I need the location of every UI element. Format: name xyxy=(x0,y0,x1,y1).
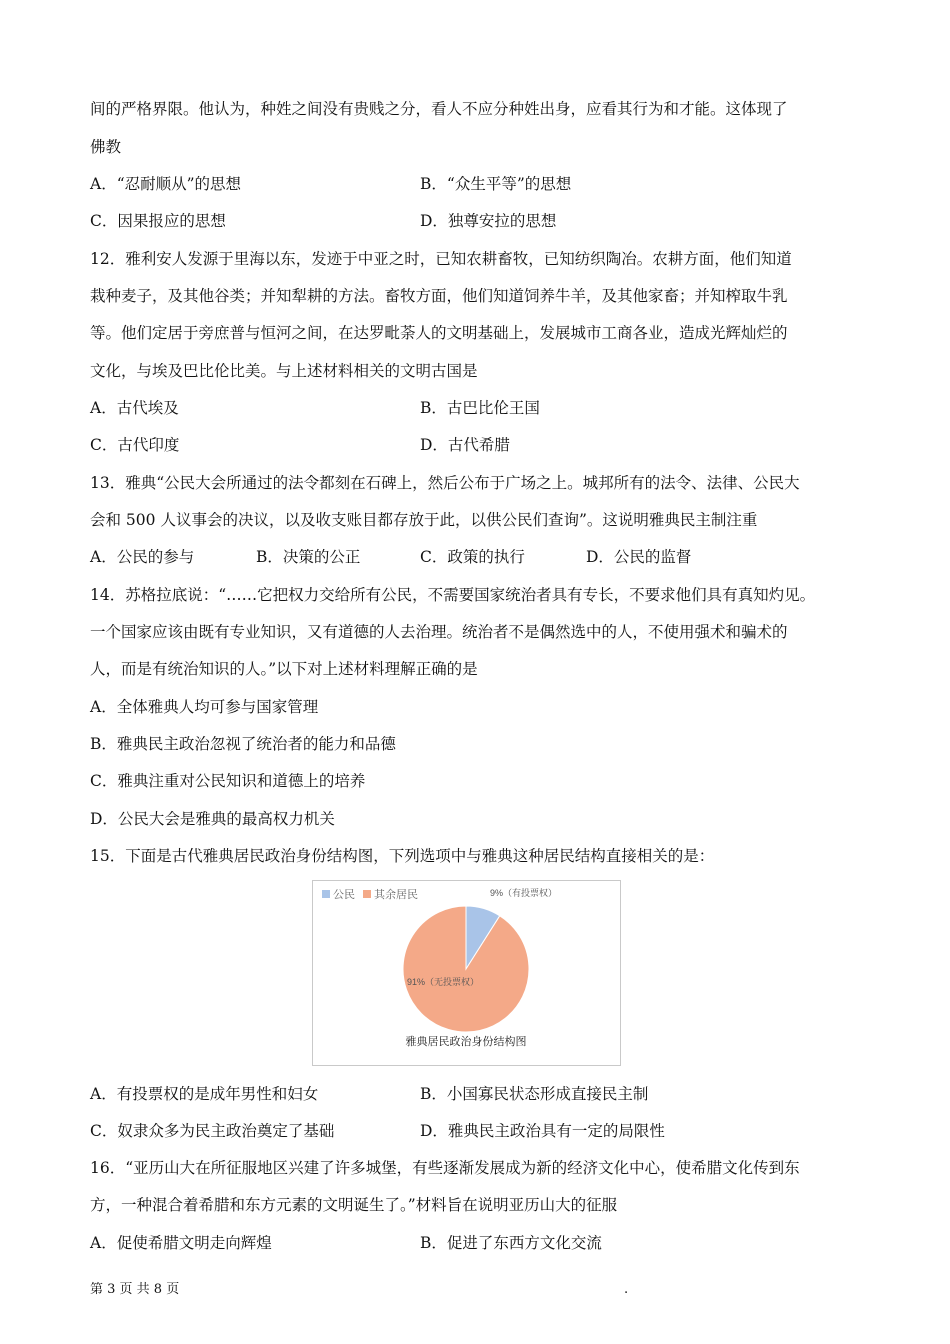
q11-stem-line-2: 佛教 xyxy=(90,138,122,156)
q15-option-c: C．奴隶众多为民主政治奠定了基础 xyxy=(90,1122,335,1140)
q14-option-d: D．公民大会是雅典的最高权力机关 xyxy=(90,810,335,828)
legend-swatch-others xyxy=(363,890,371,898)
pie-chart xyxy=(313,881,620,1065)
q16-stem-line-1: 16．“亚历山大在所征服地区兴建了许多城堡，有些逐渐发展成为新的经济文化中心，使希腊文化传到东 xyxy=(90,1159,800,1177)
q14-stem-line-2: 一个国家应该由既有专业知识，又有道德的人去治理。统治者不是偶然选中的人，不使用强术和骗术的 xyxy=(90,623,788,641)
q16-option-b: B．促进了东西方文化交流 xyxy=(420,1234,602,1252)
slice-label-citizens: 9%（有投票权） xyxy=(490,888,558,898)
q13-stem-line-1: 13．雅典“公民大会所通过的法令都刻在石碑上，然后公布于广场之上。城邦所有的法令、法律、公民大 xyxy=(90,474,800,492)
q11-option-b: B．“众生平等”的思想 xyxy=(420,175,572,193)
page-number: 第 3 页 共 8 页 xyxy=(90,1282,180,1297)
q14-stem-line-1: 14．苏格拉底说：“……它把权力交给所有公民，不需要国家统治者具有专长，不要求他们具有真知灼见。 xyxy=(90,586,816,604)
footer-dot: . xyxy=(624,1282,629,1297)
q13-stem-line-2: 会和 500 人议事会的决议，以及收支账目都存放于此，以供公民们查询”。这说明雅典民主制注重 xyxy=(90,511,758,529)
q13-option-d: D．公民的监督 xyxy=(586,548,692,566)
q13-option-a: A．公民的参与 xyxy=(90,548,195,566)
q12-stem-line-2: 栽种麦子，及其他谷类；并知犁耕的方法。畜牧方面，他们知道饲养牛羊，及其他家畜；并知榨取牛乳 xyxy=(90,287,788,305)
slice-label-others: 91%（无投票权） xyxy=(407,977,480,987)
q15-option-b: B．小国寡民状态形成直接民主制 xyxy=(420,1085,649,1103)
pie-chart-figure xyxy=(312,880,621,1066)
chart-title: 雅典居民政治身份结构图 xyxy=(405,1036,527,1048)
q12-stem-line-1: 12．雅利安人发源于里海以东，发迹于中亚之时，已知农耕畜牧，已知纺织陶冶。农耕方面，他们知道 xyxy=(90,250,792,268)
q11-option-c: C．因果报应的思想 xyxy=(90,212,226,230)
legend-label-others: 其余居民 xyxy=(374,889,418,901)
q15-option-a: A．有投票权的是成年男性和妇女 xyxy=(90,1085,319,1103)
q12-option-a: A．古代埃及 xyxy=(90,399,179,417)
q11-stem-line-1: 间的严格界限。他认为，种姓之间没有贵贱之分，看人不应分种姓出身，应看其行为和才能。这体现了 xyxy=(90,100,788,118)
q12-stem-line-3: 等。他们定居于旁庶普与恒河之间，在达罗毗荼人的文明基础上，发展城市工商各业，造成光辉灿烂的 xyxy=(90,324,788,342)
q12-stem-line-4: 文化，与埃及巴比伦比美。与上述材料相关的文明古国是 xyxy=(90,362,478,380)
legend-swatch-citizens xyxy=(322,890,330,898)
q14-option-b: B．雅典民主政治忽视了统治者的能力和品德 xyxy=(90,735,396,753)
q11-option-a: A．“忍耐顺从”的思想 xyxy=(90,175,242,193)
q13-option-c: C．政策的执行 xyxy=(420,548,525,566)
q16-stem-line-2: 方，一种混合着希腊和东方元素的文明诞生了。”材料旨在说明亚历山大的征服 xyxy=(90,1196,618,1214)
q14-stem-line-3: 人，而是有统治知识的人。”以下对上述材料理解正确的是 xyxy=(90,660,478,678)
q13-option-b: B．决策的公正 xyxy=(256,548,361,566)
q14-option-a: A．全体雅典人均可参与国家管理 xyxy=(90,698,319,716)
legend-label-citizens: 公民 xyxy=(333,889,355,901)
q16-option-a: A．促使希腊文明走向辉煌 xyxy=(90,1234,272,1252)
q11-option-d: D．独尊安拉的思想 xyxy=(420,212,557,230)
pie-slice-others xyxy=(403,906,529,1032)
q12-option-d: D．古代希腊 xyxy=(420,436,510,454)
q12-option-c: C．古代印度 xyxy=(90,436,180,454)
q14-option-c: C．雅典注重对公民知识和道德上的培养 xyxy=(90,772,366,790)
q15-stem: 15．下面是古代雅典居民政治身份结构图，下列选项中与雅典这种居民结构直接相关的是： xyxy=(90,847,715,865)
q12-option-b: B．古巴比伦王国 xyxy=(420,399,540,417)
q15-option-d: D．雅典民主政治具有一定的局限性 xyxy=(420,1122,665,1140)
